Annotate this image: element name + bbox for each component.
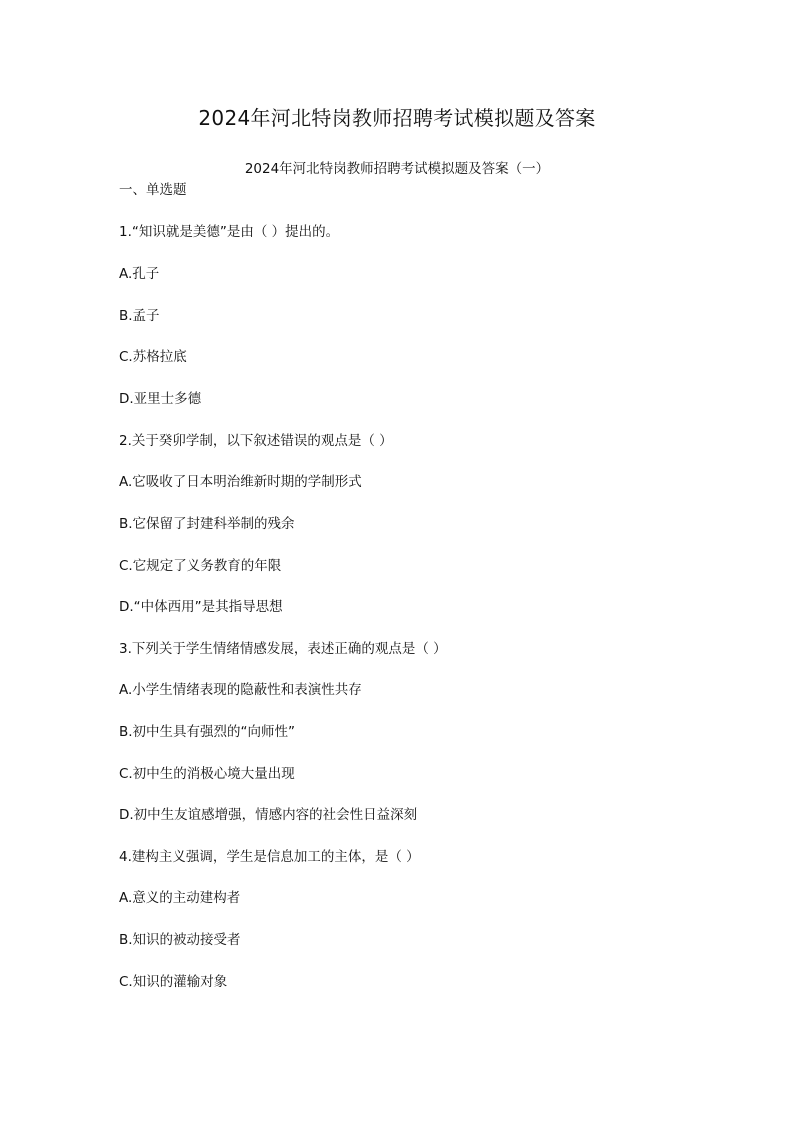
option-3a: A.小学生情绪表现的隐蔽性和表演性共存 — [119, 682, 362, 698]
option-3c: C.初中生的消极心境大量出现 — [119, 766, 295, 782]
section-heading: 一、单选题 — [119, 182, 187, 198]
option-2a: A.它吸收了日本明治维新时期的学制形式 — [119, 474, 362, 490]
option-1c: C.苏格拉底 — [119, 349, 187, 365]
option-2c: C.它规定了义务教育的年限 — [119, 558, 282, 574]
question-1: 1.“知识就是美德”是由（ ）提出的。 — [119, 224, 340, 240]
option-4a: A.意义的主动建构者 — [119, 890, 241, 906]
question-4: 4.建构主义强调，学生是信息加工的主体，是（ ） — [119, 849, 420, 865]
option-2b: B.它保留了封建科举制的残余 — [119, 516, 295, 532]
option-4c: C.知识的灌输对象 — [119, 974, 228, 990]
document-title: 2024年河北特岗教师招聘考试模拟题及答案 — [198, 106, 596, 130]
question-3: 3.下列关于学生情绪情感发展，表述正确的观点是（ ） — [119, 641, 447, 657]
option-1d: D.亚里士多德 — [119, 391, 202, 407]
option-3d: D.初中生友谊感增强，情感内容的社会性日益深刻 — [119, 807, 418, 823]
option-1a: A.孔子 — [119, 266, 160, 282]
option-1b: B.孟子 — [119, 308, 160, 324]
option-3b: B.初中生具有强烈的“向师性” — [119, 724, 296, 740]
option-2d: D.“中体西用”是其指导思想 — [119, 599, 283, 615]
document-subtitle: 2024年河北特岗教师招聘考试模拟题及答案（一） — [244, 161, 550, 177]
option-4b: B.知识的被动接受者 — [119, 932, 241, 948]
question-2: 2.关于癸卯学制，以下叙述错误的观点是（ ） — [119, 433, 393, 449]
